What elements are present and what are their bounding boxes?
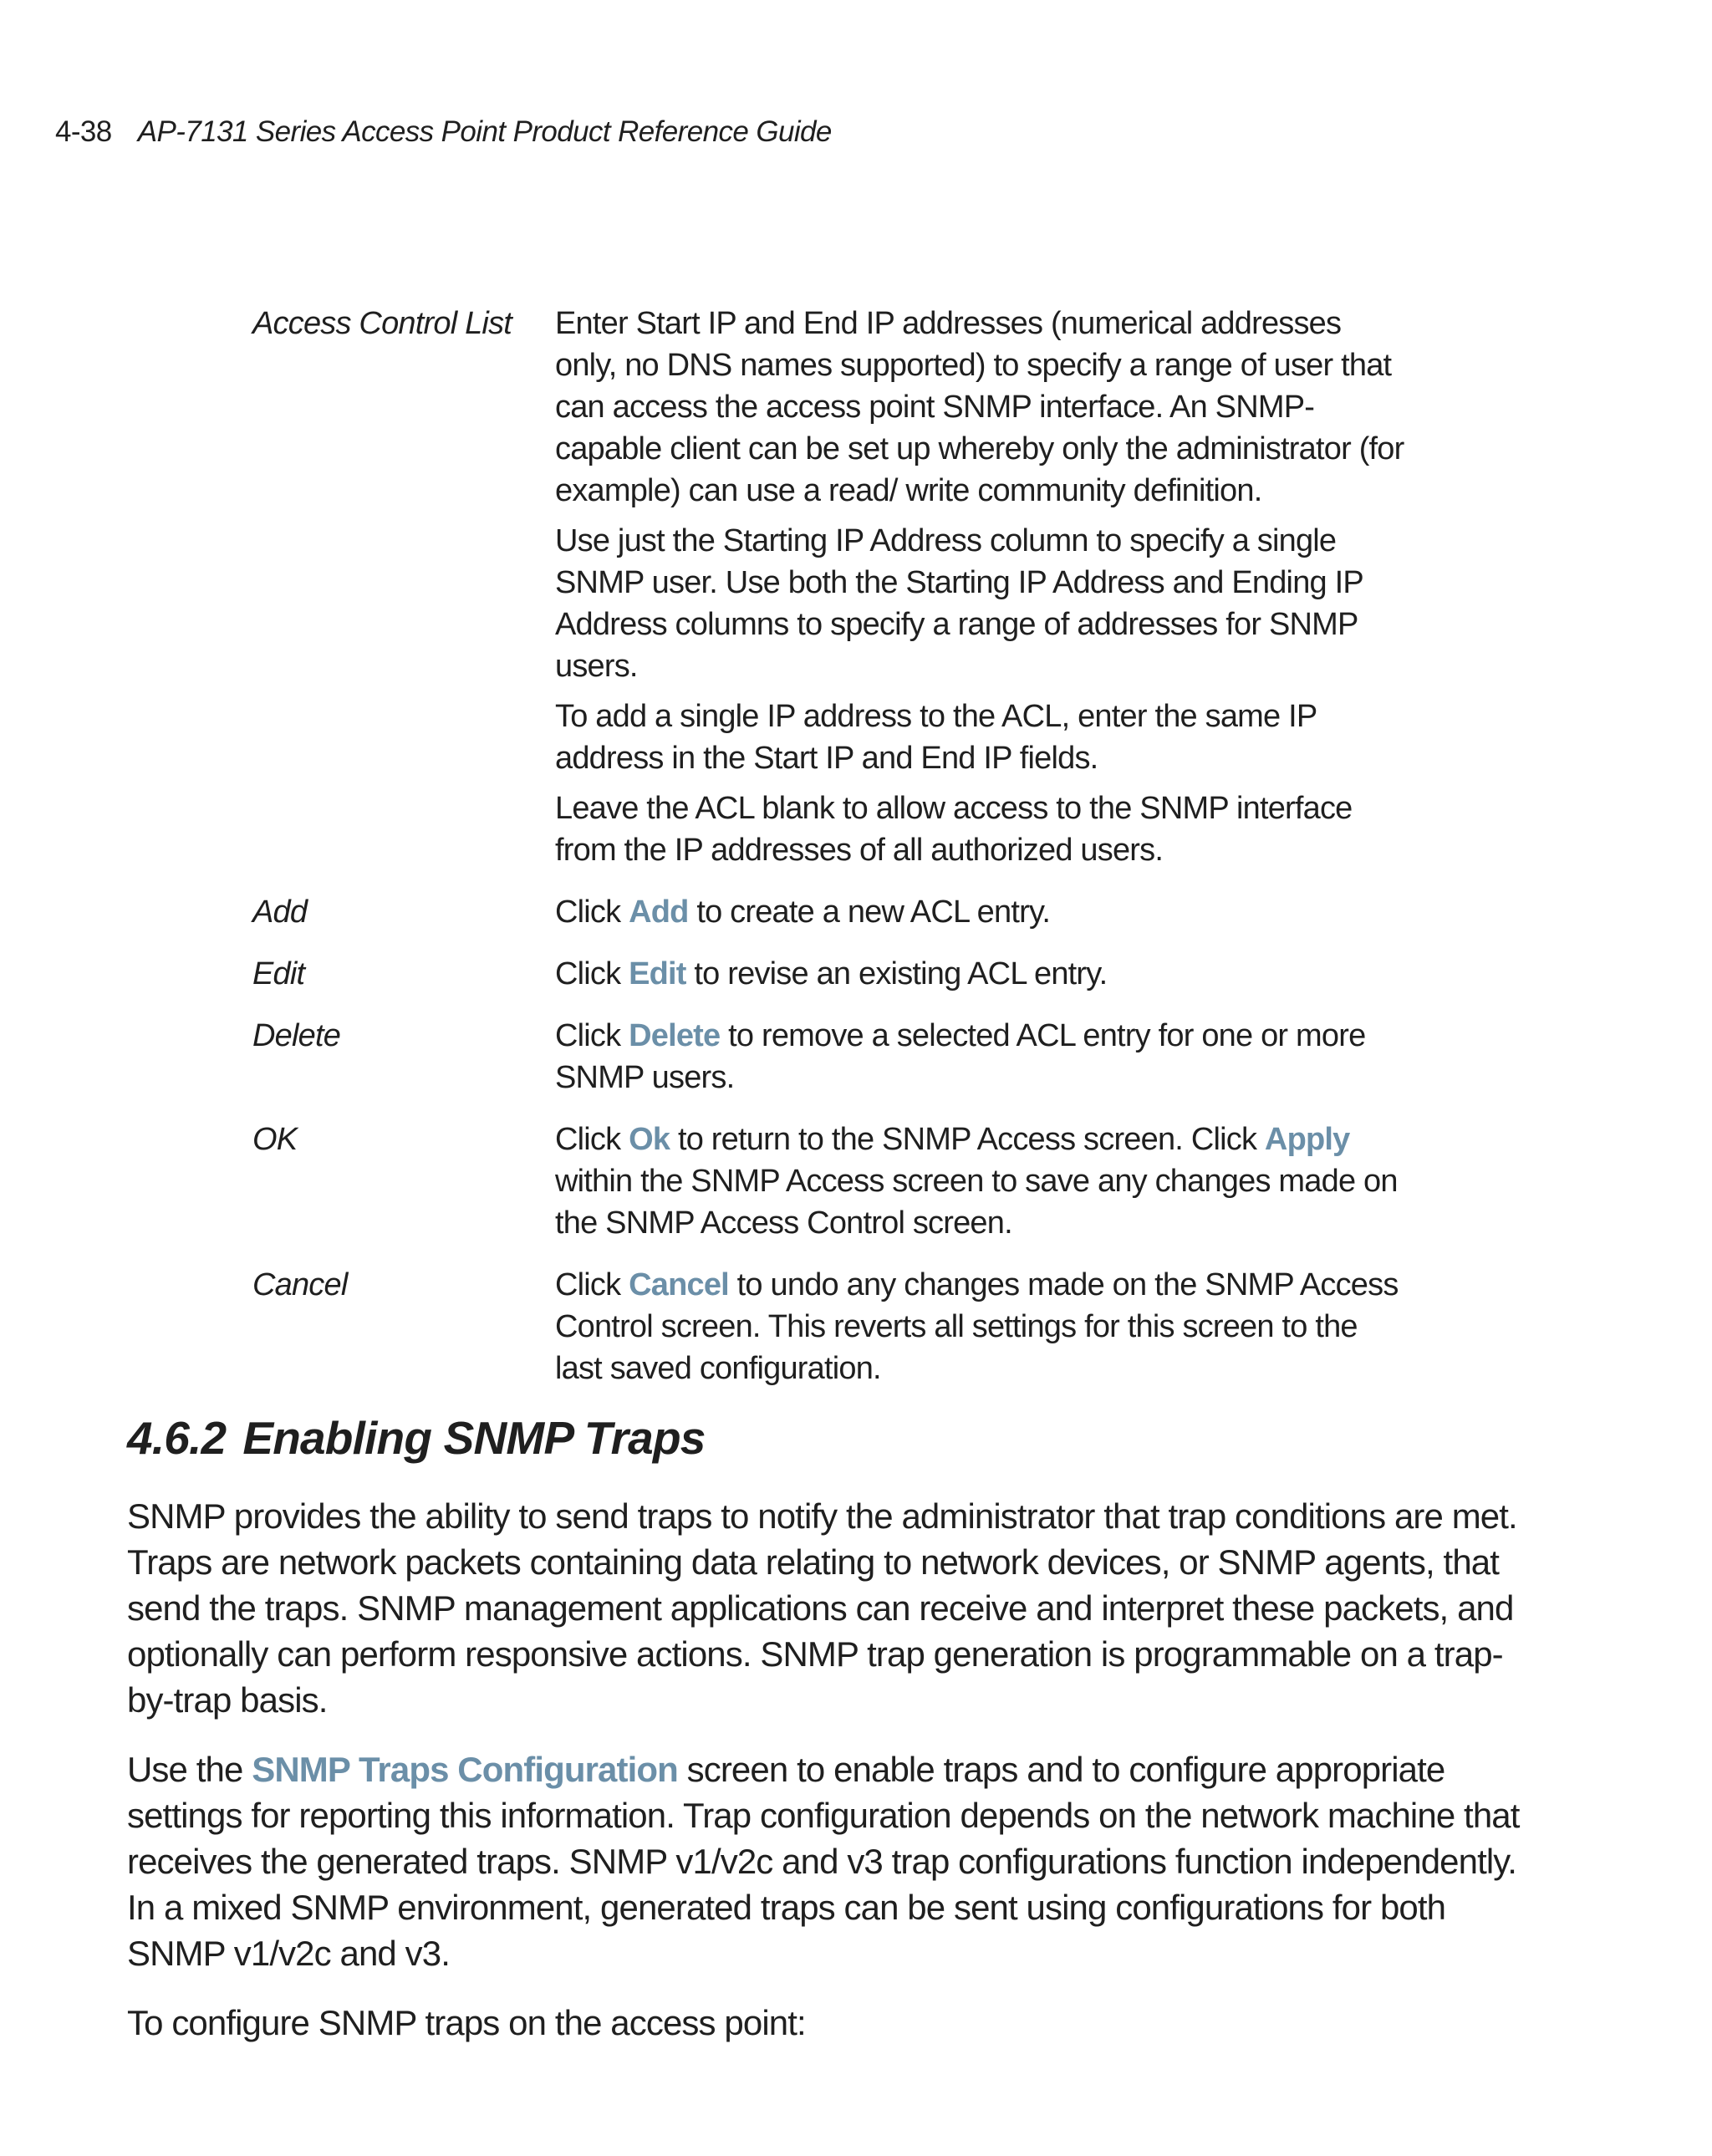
description-text: within the SNMP Access screen to save any changes made on the SNMP Access Control screen. bbox=[555, 1164, 1398, 1241]
description-text: Click bbox=[555, 1267, 629, 1302]
ui-reference-apply: Apply bbox=[1264, 1122, 1350, 1157]
description-paragraph: Leave the ACL blank to allow access to the SNMP interface from the IP addresses of all authorized users. bbox=[555, 791, 1353, 868]
definition-term: Cancel bbox=[252, 1267, 348, 1302]
body-paragraph: SNMP provides the ability to send traps to notify the administrator that trap conditions are met. Traps are network packets containing data relating to network devices, or SNMP agents, that send the traps. SNMP management applications can receive and interpret these packets, and optionally can perform responsive actions. SNMP trap generation is programmable on a trap-by-trap basis. bbox=[127, 1496, 1517, 1720]
ui-reference-edit: Edit bbox=[629, 956, 686, 991]
definition-description bbox=[555, 891, 1406, 933]
description-text: to create a new ACL entry. bbox=[688, 895, 1051, 930]
body-text bbox=[127, 1493, 1548, 2069]
definition-description bbox=[555, 1264, 1406, 1389]
definition-row-delete bbox=[252, 1015, 1406, 1098]
definition-row-edit bbox=[252, 953, 1406, 995]
description-text: Click bbox=[555, 1122, 629, 1157]
definition-table bbox=[252, 303, 1406, 1409]
ui-reference-ok: Ok bbox=[629, 1122, 670, 1157]
definition-row-access-control-list bbox=[252, 303, 1406, 871]
description-paragraph: Enter Start IP and End IP addresses (numerical addresses only, no DNS names supported) to specify a range of user that can access the access point SNMP interface. An SNMP-capable client can be set up whereby only the administrator (for example) can use a read/ write community definition. bbox=[555, 306, 1404, 508]
definition-term: Add bbox=[252, 895, 308, 930]
section-heading bbox=[127, 1411, 706, 1465]
description-text: Click bbox=[555, 895, 629, 930]
section-number: 4.6.2 bbox=[127, 1412, 227, 1464]
definition-term: Delete bbox=[252, 1018, 341, 1053]
description-text: to return to the SNMP Access screen. Click bbox=[670, 1122, 1265, 1157]
description-text: to undo any changes made on the SNMP Access Control screen. This reverts all settings for this screen to the last saved configuration. bbox=[555, 1267, 1399, 1386]
definition-term: Edit bbox=[252, 956, 305, 991]
description-text: to revise an existing ACL entry. bbox=[685, 956, 1108, 991]
definition-row-add bbox=[252, 891, 1406, 933]
definition-row-cancel bbox=[252, 1264, 1406, 1389]
ui-reference-snmp-traps-configuration: SNMP Traps Configuration bbox=[252, 1750, 678, 1789]
guide-title: AP-7131 Series Access Point Product Reference Guide bbox=[137, 115, 832, 148]
body-paragraph: To configure SNMP traps on the access point: bbox=[127, 2003, 806, 2042]
description-paragraph: Use just the Starting IP Address column to specify a single SNMP user. Use both the Starting IP Address and Ending IP Address columns to specify a range of addresses for SNMP users. bbox=[555, 523, 1363, 684]
ui-reference-cancel: Cancel bbox=[629, 1267, 729, 1302]
description-text: Click bbox=[555, 1018, 629, 1053]
definition-term: Access Control List bbox=[252, 306, 512, 341]
body-text-span: screen to enable traps and to configure appropriate settings for reporting this information. Trap configuration depends on the network machine that receives the generated traps. SNMP v1/v2c and v3 trap configurations function independently. In a mixed SNMP environment, generated traps can be sent using configurations for both SNMP v1/v2c and v3. bbox=[127, 1750, 1520, 1973]
definition-description bbox=[555, 953, 1406, 995]
body-text-span: Use the bbox=[127, 1750, 252, 1789]
body-paragraph bbox=[127, 1746, 1548, 1976]
description-text: Click bbox=[555, 956, 629, 991]
ui-reference-delete: Delete bbox=[629, 1018, 721, 1053]
section-title: Enabling SNMP Traps bbox=[242, 1412, 706, 1464]
ui-reference-add: Add bbox=[629, 895, 689, 930]
page-number: 4-38 bbox=[55, 115, 112, 148]
definition-term: OK bbox=[252, 1122, 298, 1157]
description-paragraph: To add a single IP address to the ACL, enter the same IP address in the Start IP and End IP fields. bbox=[555, 699, 1317, 776]
definition-description bbox=[555, 1119, 1406, 1244]
description-text: to remove a selected ACL entry for one or more SNMP users. bbox=[555, 1018, 1366, 1095]
definition-description bbox=[555, 303, 1406, 871]
page-header bbox=[55, 115, 832, 149]
definition-row-ok bbox=[252, 1119, 1406, 1244]
definition-description bbox=[555, 1015, 1406, 1098]
